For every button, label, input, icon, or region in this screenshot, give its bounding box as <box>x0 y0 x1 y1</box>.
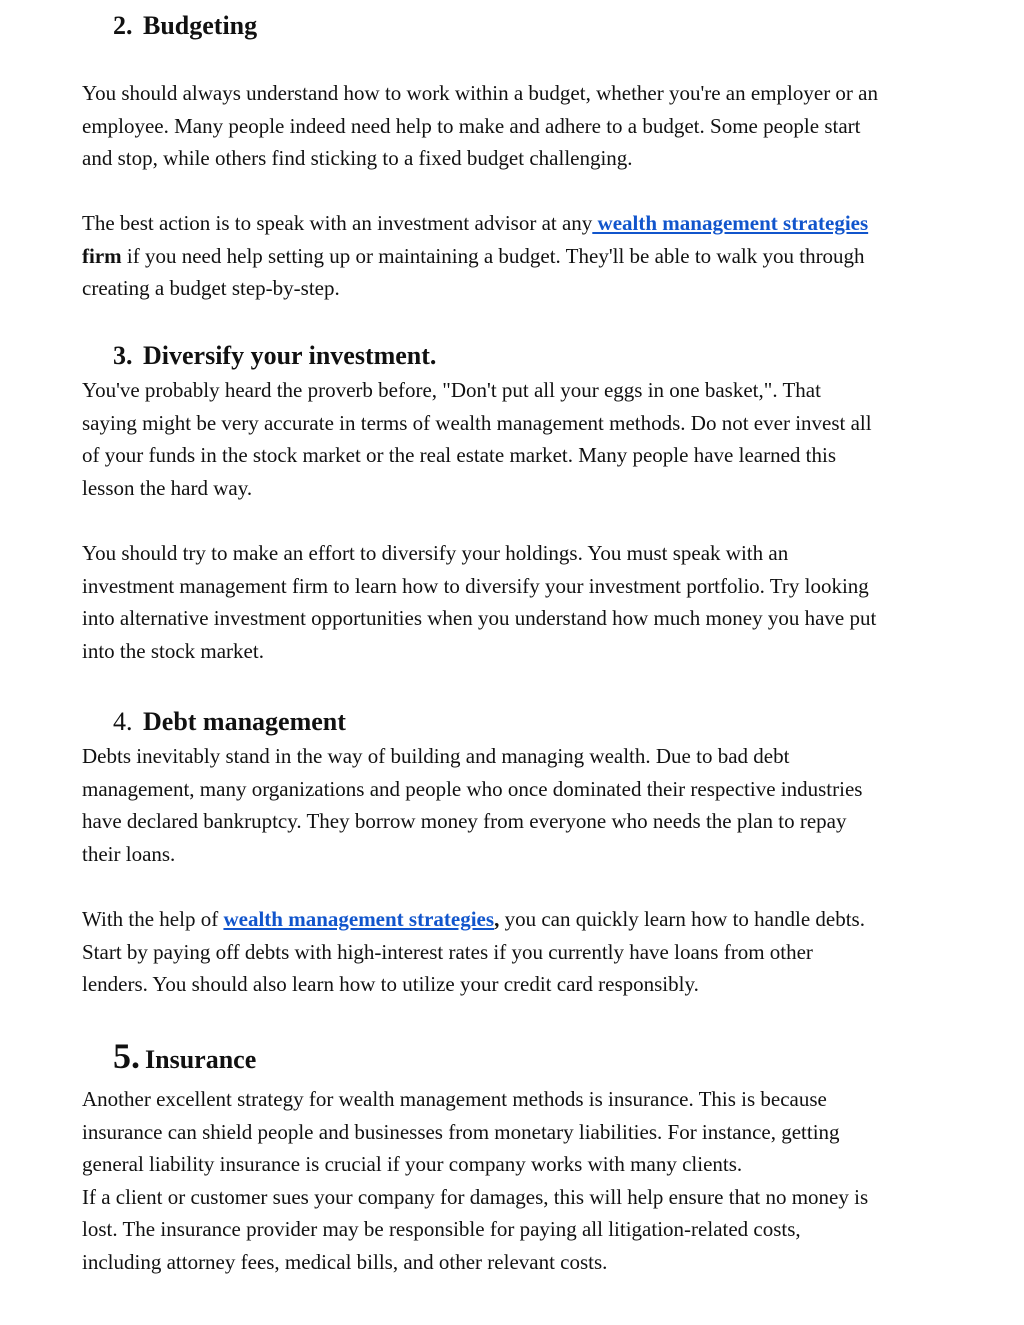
paragraph-diversify-2 <box>82 537 982 667</box>
text-line: including attorney fees, medical bills, and other relevant costs. <box>82 1249 608 1274</box>
text-line: You should try to make an effort to diversify your holdings. You must speak with an <box>82 541 789 565</box>
paragraph-diversify-1 <box>82 374 982 504</box>
text-line <box>82 240 982 273</box>
paragraph-budgeting-2 <box>82 207 982 305</box>
text-segment: if you need help setting up or maintaining a budget. They'll be able to walk you through <box>121 243 865 268</box>
paragraph-debt-1 <box>82 740 982 870</box>
heading-title: Debt management <box>143 707 346 736</box>
heading-diversify <box>113 340 436 372</box>
text-line: employee. Many people indeed need help to make and adhere to a budget. Some people start <box>82 113 861 138</box>
heading-title: Insurance <box>145 1045 257 1074</box>
paragraph-debt-2 <box>82 903 982 1001</box>
paragraph-insurance <box>82 1083 982 1279</box>
text-line: into the stock market. <box>82 638 264 663</box>
heading-number: 3. <box>113 341 133 370</box>
text-line: Another excellent strategy for wealth management methods is insurance. This is because <box>82 1087 827 1111</box>
text-line: You should always understand how to work within a budget, whether you're an employer or an <box>82 81 879 105</box>
heading-number: 4. <box>113 707 133 736</box>
heading-insurance <box>113 1036 257 1076</box>
paragraph-budgeting-1 <box>82 77 982 175</box>
text-line: into alternative investment opportunities when you understand how much money you have put <box>82 606 877 631</box>
bold-text: , <box>494 907 500 931</box>
text-line: Start by paying off debts with high-interest rates if you currently have loans from other <box>82 939 813 964</box>
text-line: general liability insurance is crucial if your company works with many clients. <box>82 1152 743 1177</box>
text-line: lenders. You should also learn how to utilize your credit card responsibly. <box>82 972 699 997</box>
text-line: of your funds in the stock market or the real estate market. Many people have learned this <box>82 443 836 468</box>
wealth-management-link[interactable]: wealth management strategies <box>592 211 869 235</box>
text-line: investment management firm to learn how to diversify your investment portfolio. Try looking <box>82 573 869 598</box>
text-line: insurance can shield people and businesses from monetary liabilities. For instance, getting <box>82 1119 840 1144</box>
text-line: You've probably heard the proverb before, "Don't put all your eggs in one basket,". That <box>82 378 821 402</box>
text-line <box>82 903 982 936</box>
heading-number: 2. <box>113 11 133 40</box>
heading-number: 5. <box>113 1036 140 1076</box>
text-line <box>82 207 982 240</box>
heading-debt <box>113 706 346 738</box>
wealth-management-link[interactable]: wealth management strategies <box>223 907 495 931</box>
heading-title: Budgeting <box>143 11 258 40</box>
text-segment: With the help of <box>82 907 224 931</box>
text-segment: you can quickly learn how to handle debts. <box>499 907 865 931</box>
text-line: their loans. <box>82 841 176 866</box>
text-line: lesson the hard way. <box>82 475 253 500</box>
text-line: and stop, while others find sticking to a fixed budget challenging. <box>82 146 633 171</box>
text-segment: The best action is to speak with an investment advisor at any <box>82 211 593 235</box>
heading-title: Diversify your investment. <box>143 341 437 370</box>
bold-text: firm <box>82 243 122 268</box>
text-line: lost. The insurance provider may be responsible for paying all litigation-related costs, <box>82 1217 801 1242</box>
heading-budgeting <box>113 10 257 42</box>
text-line: Debts inevitably stand in the way of building and managing wealth. Due to bad debt <box>82 744 790 768</box>
text-line: have declared bankruptcy. They borrow money from everyone who needs the plan to repay <box>82 809 847 834</box>
text-line: management, many organizations and people who once dominated their respective industries <box>82 776 863 801</box>
text-line: saying might be very accurate in terms of wealth management methods. Do not ever invest all <box>82 410 872 435</box>
text-line: If a client or customer sues your company for damages, this will help ensure that no money is <box>82 1184 869 1209</box>
text-line: creating a budget step-by-step. <box>82 276 340 301</box>
